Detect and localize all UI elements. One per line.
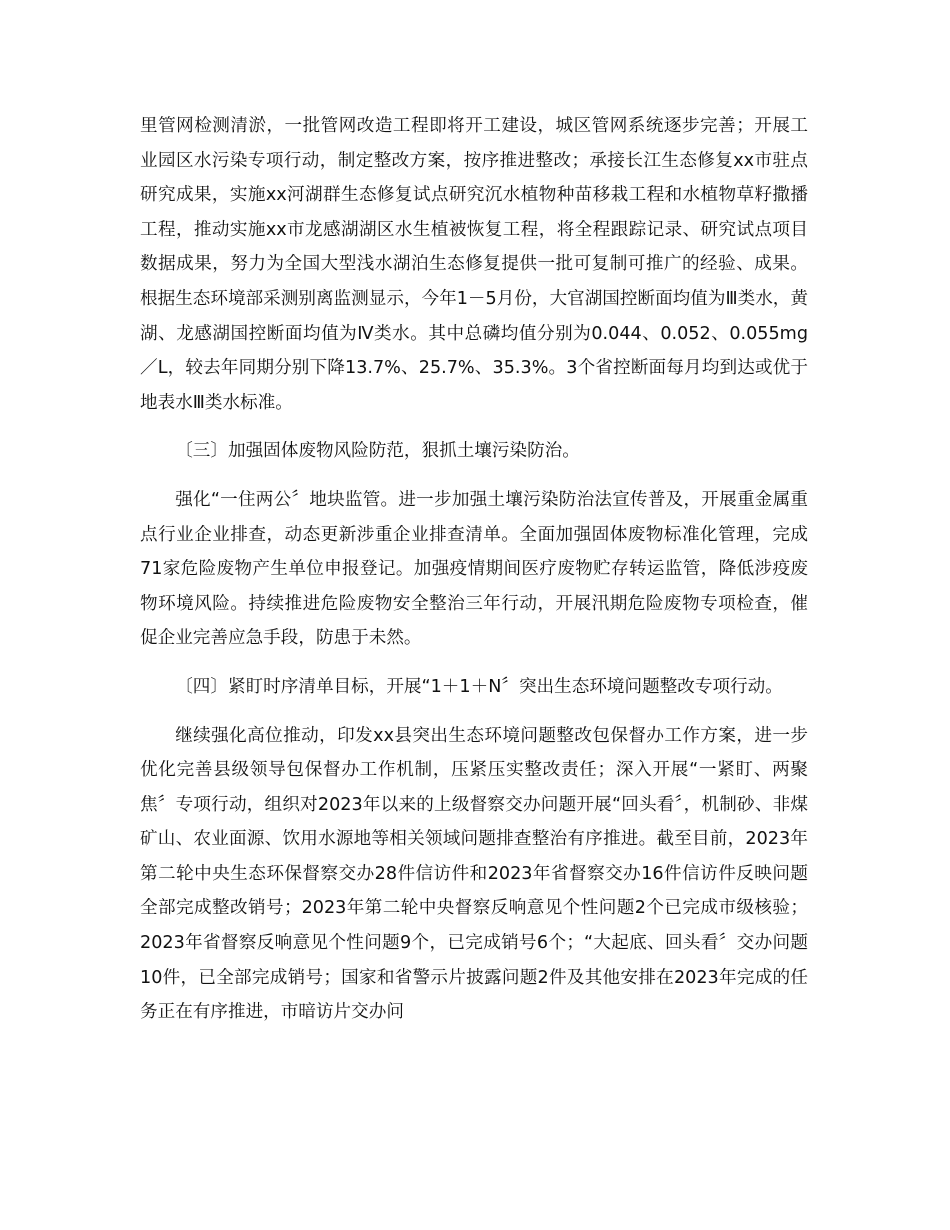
paragraph-rectification: 继续强化高位推动，印发xx县突出生态环境问题整改包保督办工作方案，进一步优化完善县级领导包保督办工作机制，压紧压实整改责任；深入开展“一紧盯、两聚焦〞专项行动，组织对2023年以来的上级督察交办问题开展“回头看〞，机制砂、非煤矿山、农业面源、饮用水源地等相关领域问题排查整治有序推进。截至目前，2023年第二轮中央生态环保督察交办28件信访件和2023年省督察交办16件信访件反映问题全部完成整改销号；2023年第二轮中央督察反响意见个性问题2个已完成市级核验；2023年省督察反响意见个性问题9个，已完成销号6个；“大起底、回头看〞交办问题10件，已全部完成销号；国家和省警示片披露问题2件及其他安排在2023年完成的任务正在有序推进，市暗访片交办问 (140, 725, 808, 1023)
document-body (140, 109, 808, 1030)
heading-section-four: 〔四〕紧盯时序清单目标，开展“1＋1＋N〞突出生态环境问题整改专项行动。 (175, 676, 783, 697)
paragraph-water-pollution: 里管网检测清淤，一批管网改造工程即将开工建设，城区管网系统逐步完善；开展工业园区水污染专项行动，制定整改方案，按序推进整改；承接长江生态修复xx市驻点研究成果，实施xx河湖群生态修复试点研究沉水植物种苗移栽工程和水植物草籽撒播工程，推动实施xx市龙感湖湖区水生植被恢复工程，将全程跟踪记录、研究试点项目数据成果，努力为全国大型浅水湖泊生态修复提供一批可复制可推广的经验、成果。根据生态环境部采测别离监测显示，今年1－5月份，大官湖国控断面均值为Ⅲ类水，黄湖、龙感湖国控断面均值为Ⅳ类水。其中总磷均值分别为0.044、0.052、0.055mg／L，较去年同期分别下降13.7%、25.7%、35.3%。3个省控断面每月均到达或优于地表水Ⅲ类水标准。 (140, 116, 808, 413)
heading-section-three: 〔三〕加强固体废物风险防范，狠抓土壤污染防治。 (175, 441, 580, 462)
paragraph-soil-pollution: 强化“一住两公〞地块监管。进一步加强土壤污染防治法宣传普及，开展重金属重点行业企业排查，动态更新涉重企业排查清单。全面加强固体废物标准化管理，完成71家危险废物产生单位申报登记。加强疫情期间医疗废物贮存转运监管，降低涉疫废物环境风险。持续推进危险废物安全整治三年行动，开展汛期危险废物专项检查，催促企业完善应急手段，防患于未然。 (140, 489, 808, 649)
